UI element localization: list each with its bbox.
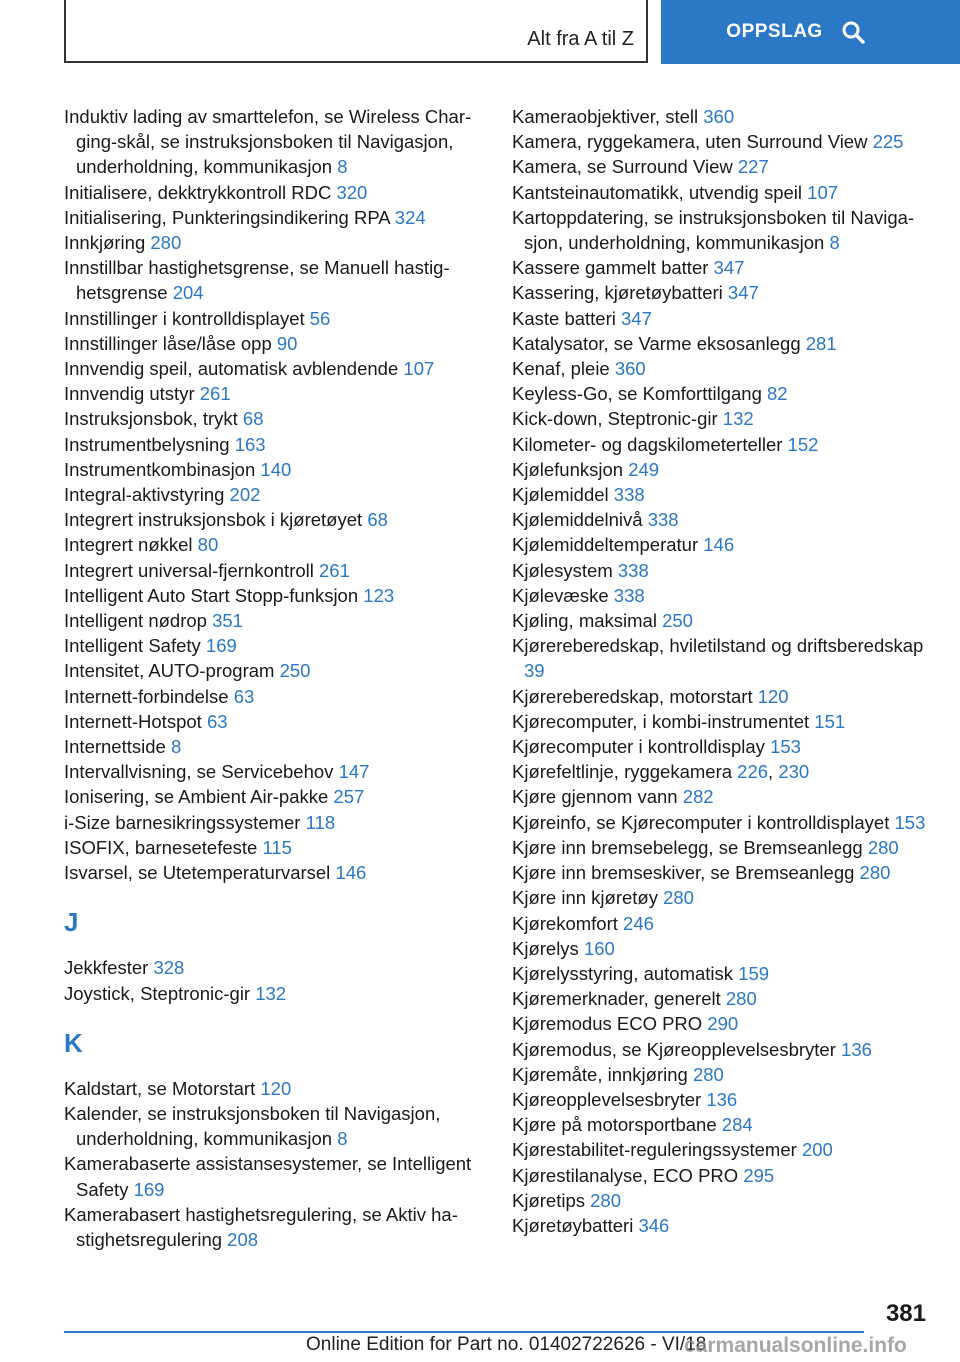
page-reference-link[interactable]: 68 [367, 509, 388, 531]
index-entry [512, 961, 942, 986]
index-entry [64, 1076, 489, 1101]
index-entry [64, 709, 489, 734]
page-reference-link[interactable]: 132 [255, 982, 287, 1004]
index-entry-text: Kjøremodus ECO PRO [512, 1013, 703, 1035]
page-reference-link[interactable]: 8 [829, 232, 840, 254]
index-entry [512, 860, 942, 885]
index-entry [64, 532, 489, 557]
index-entry-text: Kjølemiddel [512, 484, 609, 506]
index-entry-text: Kjøreopplevelsesbryter [512, 1088, 702, 1110]
index-entry [512, 1188, 942, 1213]
section-header-box [64, 0, 648, 63]
index-entry [512, 432, 942, 457]
page-reference-link[interactable]: 290 [707, 1013, 739, 1035]
index-entry-text: Kjøretips [512, 1189, 585, 1211]
index-entry-text: Jekkfester [64, 957, 149, 979]
index-entry [64, 734, 489, 759]
page-reference-link[interactable]: 63 [206, 710, 228, 732]
index-entry-text: Kjøre inn bremseskiver, se Bremseanlegg [512, 862, 855, 884]
page-reference-link[interactable]: 338 [647, 509, 679, 531]
index-entry-text: Kjøremodus, se Kjøreopplevelsesbryter [512, 1038, 836, 1060]
index-entry [64, 356, 489, 381]
index-entry-text: Integrert nøkkel [64, 534, 193, 556]
index-entry-text: Kamerabasert hastighetsregulering, se Aktiv hastighetsregulering [64, 1203, 458, 1250]
index-entry-text: Kjørelys [512, 937, 579, 959]
index-entry-text: Joystick, Steptronic-gir [64, 982, 251, 1004]
index-entry-text: Internettside [64, 736, 166, 758]
index-entry-text: Instrumentkombinasjon [64, 458, 256, 480]
index-entry [512, 1112, 942, 1137]
index-entry [512, 205, 942, 255]
page-reference-link[interactable]: 295 [743, 1164, 775, 1186]
search-icon [841, 20, 865, 44]
index-entry [64, 810, 489, 835]
index-entry-text: Internett-forbindelse [64, 685, 229, 707]
index-entry [512, 129, 942, 154]
page-reference-link[interactable]: 159 [738, 962, 770, 984]
index-entry-text: Kjølemiddeltemperatur [512, 534, 699, 556]
index-entry-text: Kjøling, maksimal [512, 610, 657, 632]
page-reference-link[interactable]: 328 [153, 957, 185, 979]
index-entry [512, 482, 942, 507]
index-entry-text: Kjørestilanalyse, ECO PRO [512, 1164, 739, 1186]
page-reference-link[interactable]: 280 [692, 1063, 724, 1085]
page-reference-link[interactable]: 338 [613, 584, 645, 606]
index-entry [64, 507, 489, 532]
page-reference-link[interactable]: 280 [590, 1189, 622, 1211]
index-entry-text: Kamera, se Surround View [512, 156, 733, 178]
index-entry-text: Kjørecomputer, i kombi-instrumentet [512, 710, 810, 732]
page-reference-link[interactable]: 8 [337, 156, 348, 178]
index-entry-text: Kamera, ryggekamera, uten Surround View [512, 131, 868, 153]
index-entry-text: Isvarsel, se Utetemperaturvarsel [64, 862, 331, 884]
index-entry [64, 608, 489, 633]
page-reference-link[interactable]: 90 [276, 332, 298, 354]
page-reference-link[interactable]: 338 [613, 484, 645, 506]
page-reference-link[interactable]: 107 [807, 181, 839, 203]
index-entry [64, 981, 489, 1006]
index-entry-text: Kjølevæske [512, 584, 609, 606]
index-entry-text: Kameraobjektiver, stell [512, 106, 699, 127]
index-entry-text: Instrumentbelysning [64, 433, 230, 455]
page-reference-link[interactable]: 250 [279, 660, 311, 682]
page-reference-link[interactable]: 140 [260, 458, 292, 480]
page-reference-link[interactable]: 115 [262, 836, 292, 858]
page-number: 381 [885, 1300, 926, 1327]
index-entry-text: Kjøretøybatteri [512, 1214, 634, 1236]
index-entry [64, 583, 489, 608]
index-entry-text: Kantsteinautomatikk, utvendig speil [512, 181, 803, 203]
index-entry-text: Kjøreinfo, se Kjørecomputer i kontrolldisplayet [512, 811, 890, 833]
index-entry [512, 709, 942, 734]
page-reference-link[interactable]: 225 [872, 131, 904, 153]
page-reference-link[interactable]: 82 [767, 383, 788, 405]
index-column-left [64, 104, 489, 1252]
index-letter-heading: J [64, 907, 79, 938]
index-entry [512, 457, 942, 482]
index-entry [512, 1213, 942, 1238]
page-reference-link[interactable]: 227 [737, 156, 769, 178]
index-entry-text: Kalender, se instruksjonsboken til Navigasjon, underholdning, kommunikasjon [64, 1102, 441, 1150]
index-entry [512, 936, 942, 961]
index-entry [512, 684, 942, 709]
index-entry [512, 633, 942, 683]
index-entry-text: Kassere gammelt batter [512, 257, 709, 279]
page-reference-link[interactable]: 202 [229, 484, 261, 506]
index-entry [64, 306, 489, 331]
index-entry-text: Intelligent Auto Start Stopp-funksjon [64, 584, 359, 606]
index-entry [64, 255, 489, 305]
index-entry [64, 658, 489, 683]
index-entry-text: Kaldstart, se Motorstart [64, 1077, 256, 1099]
page-reference-link[interactable]: 282 [682, 786, 714, 808]
page-reference-link[interactable]: 153 [894, 811, 926, 833]
page-reference-link[interactable]: 257 [333, 786, 365, 808]
index-entry-text: Kjølesystem [512, 559, 613, 581]
index-entry [512, 734, 942, 759]
edition-text: Online Edition for Part no. 01402722626 - VI/18 [306, 1334, 707, 1355]
footer-divider [64, 1331, 864, 1333]
section-title: Alt fra A til Z [527, 28, 634, 50]
index-entry-text: Initialisering, Punkteringsindikering RPA [64, 206, 390, 228]
page-reference-link[interactable]: 280 [867, 836, 899, 858]
page-reference-link[interactable]: 8 [170, 736, 182, 758]
index-entry [512, 381, 942, 406]
index-entry [512, 255, 942, 280]
page-reference-link[interactable]: 123 [363, 584, 395, 606]
page-header [0, 0, 960, 68]
index-entry [64, 1151, 489, 1201]
index-entry-text: Initialisere, dekktrykkontroll RDC [64, 181, 332, 203]
index-entry-text: Intensitet, AUTO-program [64, 660, 275, 682]
index-entry [64, 759, 489, 784]
index-entry [512, 1037, 942, 1062]
index-entry [512, 180, 942, 205]
page-reference-link[interactable]: 118 [305, 811, 336, 833]
page-reference-link[interactable]: 249 [628, 458, 660, 480]
index-entry-text: Innvendig speil, automatisk avblendende [64, 358, 399, 380]
page-reference-link[interactable]: 250 [662, 610, 693, 632]
page-reference-link[interactable]: 281 [805, 332, 837, 354]
watermark: carmanualsonline.info [684, 1334, 907, 1357]
index-entry-text: Induktiv lading av smarttelefon, se Wireless Charging-skål, se instruksjonsboken til Navigasjon, underholdning, kommunikasjon [64, 106, 472, 178]
index-entry-text: Kaste batteri [512, 307, 616, 329]
page-reference-link[interactable]: 132 [722, 408, 754, 430]
index-entry-text: Kjørestabilitet-reguleringssystemer [512, 1139, 797, 1161]
page-reference-link[interactable]: 284 [721, 1114, 753, 1136]
page-reference-link[interactable]: 80 [197, 534, 219, 556]
page-reference-link[interactable]: 246 [623, 912, 654, 934]
index-entry [512, 154, 942, 179]
index-entry [512, 1163, 942, 1188]
index-entry [512, 911, 942, 936]
index-entry [512, 784, 942, 809]
page-reference-link[interactable]: 347 [727, 282, 759, 304]
page-reference-link[interactable]: 351 [212, 610, 243, 632]
index-entry [512, 1062, 942, 1087]
page-reference-link[interactable]: 324 [394, 206, 426, 228]
index-entry-text: Instruksjonsbok, trykt [64, 408, 238, 430]
index-entry [512, 356, 942, 381]
index-entry [512, 406, 942, 431]
index-entry-text: Keyless-Go, se Komforttilgang [512, 383, 762, 405]
index-entry [64, 432, 489, 457]
index-entry [512, 280, 942, 305]
lookup-tab[interactable] [661, 0, 960, 64]
index-entry [64, 955, 489, 980]
index-entry [64, 558, 489, 583]
index-entry-text: Integrert instruksjonsbok i kjøretøyet [64, 509, 363, 531]
page-reference-link[interactable]: 200 [801, 1139, 833, 1161]
index-entry [64, 406, 489, 431]
index-entry [64, 457, 489, 482]
index-entry-text: Intervallvisning, se Servicebehov [64, 761, 334, 783]
index-entry-text: Kjøre på motorsportbane [512, 1114, 717, 1136]
page-reference-link[interactable]: 280 [663, 887, 694, 909]
index-entry-text: Kjørefeltlinje, ryggekamera [512, 761, 733, 783]
page-reference-link[interactable]: 280 [859, 862, 891, 884]
page-reference-link[interactable]: 146 [703, 534, 735, 556]
page-reference-link[interactable]: 136 [706, 1088, 738, 1110]
page-reference-link[interactable]: 346 [638, 1214, 670, 1236]
page-reference-link[interactable]: 261 [319, 559, 350, 581]
page-reference-link[interactable]: 280 [150, 232, 182, 254]
page-reference-link[interactable]: 151 [814, 710, 846, 732]
index-entry-text: Intelligent nødrop [64, 610, 207, 632]
index-entry: Kjørefeltlinje, ryggekamera 226, 230 [512, 761, 810, 783]
index-entry-text: Innvendig utstyr [64, 383, 195, 405]
index-entry-text: Innstillbar hastighetsgrense, se Manuell hastighetsgrense [64, 257, 450, 304]
page-reference-link[interactable]: 153 [770, 736, 801, 758]
page-reference-link[interactable]: 347 [621, 307, 652, 329]
index-entry [64, 860, 489, 885]
index-entry [64, 633, 489, 658]
page-reference-link[interactable]: 280 [725, 988, 757, 1010]
page-reference-link[interactable]: 39 [524, 660, 545, 682]
index-entry [64, 180, 489, 205]
index-entry [512, 583, 942, 608]
index-entry [512, 558, 942, 583]
index-entry [64, 784, 489, 809]
index-entry [512, 532, 942, 557]
page-reference-link[interactable]: 169 [205, 635, 237, 657]
page-reference-link[interactable]: 107 [403, 358, 435, 380]
index-entry [64, 835, 489, 860]
index-entry [512, 986, 942, 1011]
index-entry-text: Ionisering, se Ambient Air-pakke [64, 786, 329, 808]
index-entry [64, 381, 489, 406]
page-reference-link[interactable]: 261 [199, 383, 231, 405]
index-entry [64, 104, 489, 180]
page-reference-link[interactable]: 360 [703, 106, 735, 127]
page-reference-link[interactable]: 56 [309, 307, 331, 329]
page-reference-link[interactable]: 230 [778, 761, 810, 783]
index-entry-text: Kjøre gjennom vann [512, 786, 678, 808]
page-reference-link[interactable]: 120 [757, 685, 789, 707]
index-entry-text: Kjøre inn kjøretøy [512, 887, 658, 909]
index-entry [64, 331, 489, 356]
index-entry [512, 835, 942, 860]
index-entry [64, 230, 489, 255]
index-entry-text: Kilometer- og dagskilometerteller [512, 433, 783, 455]
page-reference-link[interactable]: 120 [260, 1077, 292, 1099]
index-entry [64, 1202, 489, 1252]
index-column-right [512, 104, 942, 1238]
index-entry-text: Innstillinger i kontrolldisplayet [64, 307, 305, 329]
index-entry-text: Innkjøring [64, 232, 146, 254]
page-reference-link[interactable]: 204 [172, 282, 204, 304]
page-reference-link[interactable]: 360 [614, 358, 646, 380]
index-entry [64, 205, 489, 230]
index-entry [512, 1087, 942, 1112]
index-entry-text: Kjøre inn bremsebelegg, se Bremseanlegg [512, 836, 863, 858]
index-entry-text: Kick-down, Steptronic-gir [512, 408, 718, 430]
page-reference-link[interactable]: 152 [787, 433, 819, 455]
index-entry [512, 331, 942, 356]
index-entry-text: Kjølemiddelnivå [512, 509, 643, 531]
page-reference-link[interactable]: 208 [227, 1228, 259, 1250]
page-reference-link[interactable]: 338 [617, 559, 649, 581]
index-entry [512, 306, 942, 331]
index-entry [512, 810, 942, 835]
index-entry-text: Kamerabaserte assistansesystemer, se Intelligent Safety [64, 1153, 472, 1200]
page-reference-link[interactable]: 320 [336, 181, 368, 203]
index-entry-text: Kartoppdatering, se instruksjonsboken til Navigasjon, underholdning, kommunikasjon [512, 206, 915, 254]
index-entry [512, 1137, 942, 1162]
index-entry-text: i-Size barnesikringssystemer [64, 811, 301, 833]
index-entry-text: Internett-Hotspot [64, 710, 202, 732]
page-reference-link[interactable]: 147 [338, 761, 370, 783]
page-reference-link[interactable]: 347 [713, 257, 745, 279]
page-reference-link[interactable]: 8 [337, 1128, 348, 1150]
page-reference-link[interactable]: 169 [133, 1178, 165, 1200]
index-entry [512, 608, 942, 633]
index-entry-text: Kenaf, pleie [512, 358, 610, 380]
index-entry [64, 482, 489, 507]
index-entry-text: Kjørecomputer i kontrolldisplay [512, 736, 765, 758]
index-entry-text: Intelligent Safety [64, 635, 201, 657]
index-entry-text: Kjørekomfort [512, 912, 618, 934]
index-entry [512, 1011, 942, 1036]
page-reference-link[interactable]: 63 [233, 685, 255, 707]
index-entry-text: Integral-aktivstyring [64, 484, 225, 506]
index-entry-text: Kjøremerknader, generelt [512, 988, 721, 1010]
index-entry-text: Kjøremåte, innkjøring [512, 1063, 688, 1085]
index-entry-text: Kjørelysstyring, automatisk [512, 962, 734, 984]
lookup-tab-label: OPPSLAG [726, 21, 823, 42]
index-entry-text: Katalysator, se Varme eksosanlegg [512, 332, 801, 354]
page-reference-link[interactable]: 136 [841, 1038, 872, 1060]
index-letter-heading: K [64, 1027, 83, 1058]
index-entry-text: Innstillinger låse/låse opp [64, 332, 272, 354]
index-entry [64, 684, 489, 709]
page-reference-link[interactable]: 163 [234, 433, 266, 455]
page-reference-link[interactable]: 160 [583, 937, 615, 959]
index-entry-text: Kassering, kjøretøybatteri [512, 282, 723, 304]
index-entry-text: ISOFIX, barnesetefeste [64, 836, 258, 858]
page-reference-link[interactable]: 226 [737, 761, 769, 783]
index-entry [512, 507, 942, 532]
page-reference-link[interactable]: 146 [335, 862, 367, 884]
index-entry-text: Kjørereberedskap, motorstart [512, 685, 753, 707]
index-entry-text: Kjørereberedskap, hviletilstand og driftsberedskap [512, 635, 924, 657]
page-reference-link[interactable]: 68 [242, 408, 264, 430]
index-entry [512, 104, 942, 129]
index-entry-text: Kjølefunksjon [512, 458, 624, 480]
index-entry [64, 1101, 489, 1151]
index-entry-text: Integrert universal-fjernkontroll [64, 559, 314, 581]
index-entry [512, 885, 942, 910]
